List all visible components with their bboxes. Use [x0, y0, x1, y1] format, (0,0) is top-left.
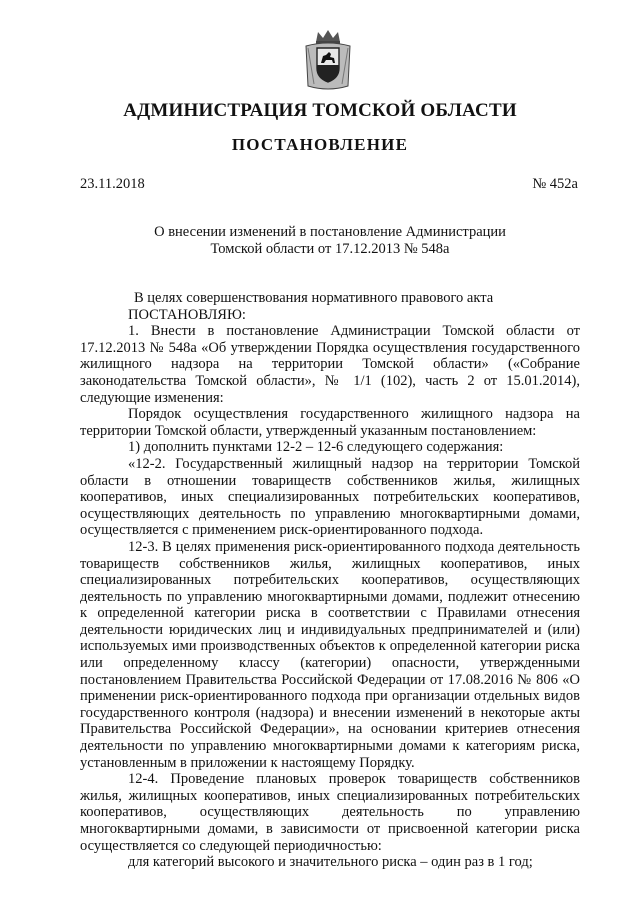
paragraph-12-2: «12-2. Государственный жилищный надзор на территории Томской области в отношении товариществ собственников жилья, жилищных кооперативов, иных специализированных потребительских кооперативов, осуществляющих деятельность по управлению многоквартирными домами, осуществляется с применением риск-ориентированного подхода. — [80, 455, 580, 539]
paragraph-risk-high: для категорий высокого и значительного риска – один раз в 1 год; — [128, 854, 533, 871]
preamble: В целях совершенствования нормативного правового акта — [134, 290, 494, 306]
document-type: ПОСТАНОВЛЕНИЕ — [231, 135, 409, 154]
subject-line-2: Томской области от 17.12.2013 № 548а — [210, 241, 450, 257]
paragraph-12-4: 12-4. Проведение плановых проверок товариществ собственников жилья, жилищных кооперативов, иных специализированных потребительских кооперативов, осуществляющих деятельность по управлению многоквартирными домами, в зависимости от присвоенной категории риска осуществляется со следующей периодичностью: — [80, 771, 580, 854]
coat-of-arms-icon — [302, 28, 354, 92]
document-number: № 452а — [532, 176, 578, 192]
paragraph-1: 1. Внести в постановление Администрации Томской области от 17.12.2013 № 548а «Об утверждении Порядка осуществления государственного жилищного надзора на территории Томской области» («Собрание законодательства Томской области», № 1/1 (102), часть 2 от 15.01.2014), следующие изменения: — [80, 323, 580, 406]
document-date: 23.11.2018 — [80, 176, 145, 192]
paragraph-procedure: Порядок осуществления государственного жилищного надзора на территории Томской области, утвержденный указанным постановлением: — [80, 406, 580, 439]
document-body — [80, 290, 580, 871]
organization-name: АДМИНИСТРАЦИЯ ТОМСКОЙ ОБЛАСТИ — [123, 100, 517, 121]
paragraph-12-3: 12-3. В целях применения риск-ориентированного подхода деятельность товариществ собственников жилья, жилищных кооперативов, иных специализированных потребительских кооперативов, осуществляющих деятельность по управлению многоквартирными домами, подлежит отнесению к определенной категории риска в соответствии с Правилами отнесения деятельности юридических лиц и индивидуальных предпринимателей и (или) используемых ими производственных объектов к определенной категории риска или определенному классу (категории) опасности, утвержденными постановлением Правительства Российской Федерации от 17.08.2016 № 806 «О применении риск-ориентированного подхода при организации отдельных видов государственного контроля (надзора) и внесении изменений в некоторые акты Правительства Российской Федерации», на основании критериев отнесения деятельности по управлению многоквартирными домами к категориям риска, установленным в приложении к настоящему Порядку. — [80, 538, 580, 771]
resolution-word: ПОСТАНОВЛЯЮ: — [128, 306, 246, 323]
subject-line-1: О внесении изменений в постановление Администрации — [154, 224, 506, 240]
document-subject — [120, 224, 540, 258]
paragraph-subitem-1: 1) дополнить пунктами 12-2 – 12-6 следующего содержания: — [128, 439, 504, 456]
